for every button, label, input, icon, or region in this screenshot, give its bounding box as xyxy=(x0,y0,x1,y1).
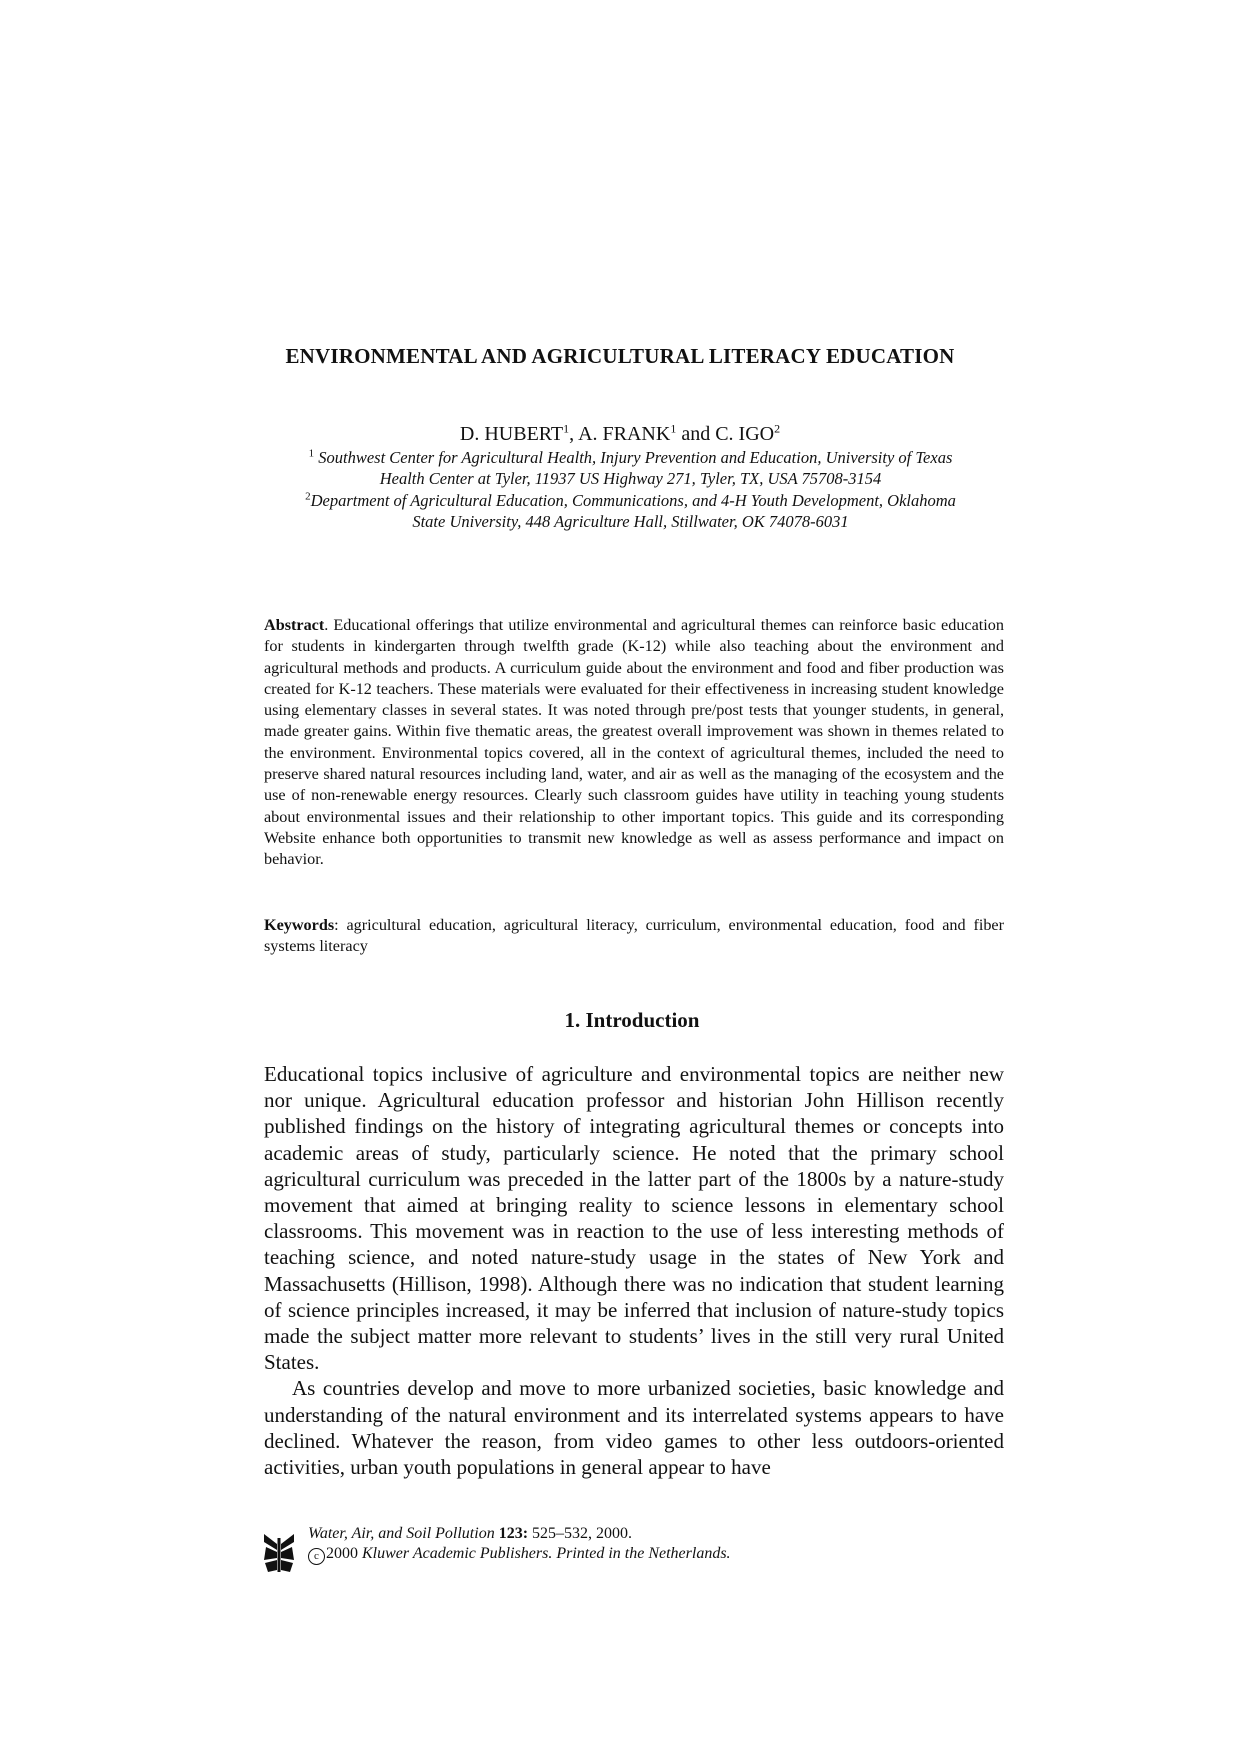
keywords-label: Keywords xyxy=(264,916,335,934)
introduction-body xyxy=(264,1061,1004,1480)
affiliation-line: Department of Agricultural Education, Communications, and 4-H Youth Development, Oklahoma xyxy=(310,491,956,510)
paragraph: Educational topics inclusive of agriculture and environmental topics are neither new nor unique. Agricultural education professor and historian John Hillison recently published findings on the history of integrating agricultural themes or concepts into academic areas of study, particularly science. He noted that the primary school agricultural curriculum was preceded in the latter part of the 1800s by a nature-study movement that aimed at bringing reality to science lessons in elementary school classrooms. This movement was in reaction to the use of less interesting methods of teaching science, and noted nature-study usage in the states of New York and Massachusetts (Hillison, 1998). Although there was no indication that student learning of science principles increased, it may be inferred that inclusion of nature-study topics made the subject matter more relevant to students’ lives in the still very rural United States. xyxy=(264,1062,1004,1375)
affiliation-line: State University, 448 Agriculture Hall, Stillwater, OK 74078-6031 xyxy=(412,512,849,531)
author-affiliation-mark: 1 xyxy=(670,421,677,436)
author-separator: and xyxy=(676,423,716,445)
section-heading: 1. Introduction xyxy=(564,1008,700,1032)
affiliation-mark: 2 xyxy=(305,490,311,503)
publisher-note: Kluwer Academic Publishers. Printed in the Netherlands. xyxy=(362,1545,731,1562)
author-name: C. IGO xyxy=(715,423,775,445)
author-affiliation-mark: 1 xyxy=(563,421,570,436)
journal-name: Water, Air, and Soil Pollution xyxy=(308,1525,495,1542)
publisher-logo-icon xyxy=(262,1530,296,1574)
paragraph: As countries develop and move to more urbanized societies, basic knowledge and understanding of the natural environment and its interrelated systems appears to have declined. Whatever the reason, from video games to other less outdoors-oriented activities, urban youth populations in general appear to have xyxy=(264,1376,1004,1480)
author-name: D. HUBERT xyxy=(459,423,564,445)
affiliation-1 xyxy=(252,447,1009,489)
abstract-text: . Educational offerings that utilize environmental and agricultural themes can reinforce basic education for students in kindergarten through twelfth grade (K-12) while also teaching about the environment and agricultural methods and products. A curriculum guide about the environment and food and fiber production was created for K-12 teachers. These materials were evaluated for their effectiveness in increasing student knowledge using elementary classes in several states. It was noted through pre/post tests that younger students, in general, made greater gains. Within five thematic areas, the greatest overall improvement was shown in themes related to the environment. Environmental topics covered, all in the context of agricultural themes, included the need to preserve shared natural resources including land, water, and air as well as the managing of the ecosystem and the use of non-renewable energy resources. Clearly such classroom guides have utility in teaching young students about environmental issues and their relationship to other important topics. This guide and its corresponding Website enhance both opportunities to transmit new knowledge as well as assess performance and impact on behavior. xyxy=(264,616,1004,869)
keywords-text: : agricultural education, agricultural literacy, curriculum, environmental education, food and fiber systems literacy xyxy=(264,916,1004,956)
copyright-icon: c xyxy=(308,1548,325,1565)
author-list xyxy=(0,423,1240,446)
journal-pages: 525–532, 2000. xyxy=(528,1525,633,1542)
author-separator: , xyxy=(569,423,579,445)
affiliation-2 xyxy=(252,490,1009,532)
paper-title: ENVIRONMENTAL AND AGRICULTURAL LITERACY EDUCATION xyxy=(285,344,955,368)
journal-volume: 123: xyxy=(498,1525,529,1542)
affiliation-mark: 1 xyxy=(308,447,315,460)
abstract-label: Abstract xyxy=(264,616,325,634)
abstract xyxy=(264,615,1004,871)
affiliation-line: Southwest Center for Agricultural Health, Injury Prevention and Education, University of Texas xyxy=(314,448,953,467)
author-name: A. FRANK xyxy=(578,423,671,445)
footer-citation xyxy=(308,1524,908,1565)
copyright-year: 2000 xyxy=(326,1545,362,1562)
author-affiliation-mark: 2 xyxy=(774,421,781,436)
affiliation-line: Health Center at Tyler, 11937 US Highway 271, Tyler, TX, USA 75708-3154 xyxy=(379,469,882,488)
keywords xyxy=(264,915,1004,958)
